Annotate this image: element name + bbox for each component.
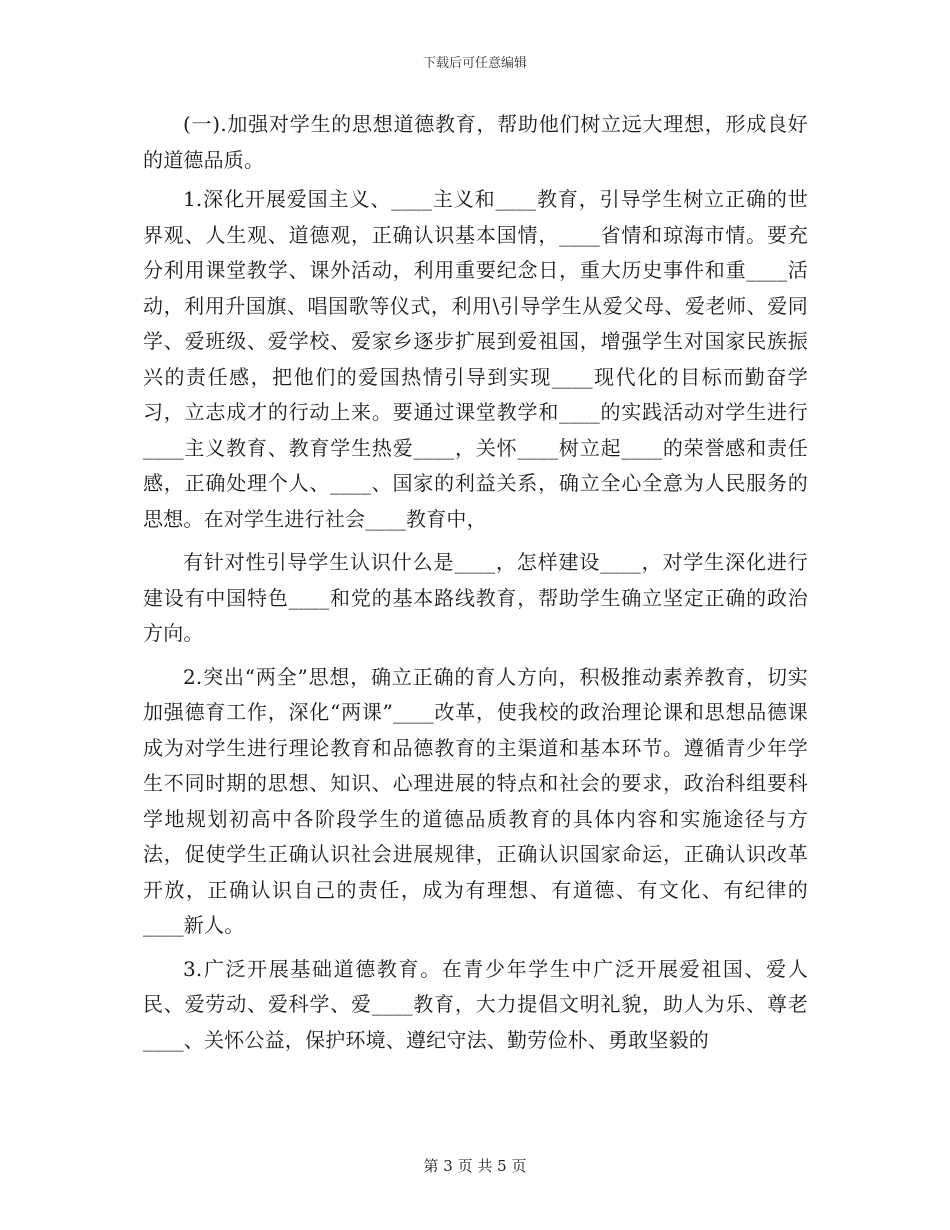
page-number-indicator: 第 3 页 共 5 页	[423, 1157, 527, 1175]
document-body	[143, 107, 808, 1058]
body-paragraph-4: 3.广泛开展基础道德教育。在青少年学生中广泛开展爱祖国、爱人民、爱劳动、爱科学、爱____教育，大力提倡文明礼貌，助人为乐、尊老____、关怀公益，保护环境、遵纪守法、勤劳俭朴、勇敢坚毅的	[143, 956, 808, 1052]
page-header-note: 下载后可任意编辑	[422, 56, 527, 71]
body-paragraph-3: 2.突出“两全”思想，确立正确的育人方向，积极推动素养教育，切实加强德育工作，深化“两课”____改革，使我校的政治理论课和思想品德课成为对学生进行理论教育和品德教育的主渠道和基本环节。遵循青少年学生不同时期的思想、知识、心理进展的特点和社会的要求，政治科组要科学地规划初高中各阶段学生的道德品质教育的具体内容和实施途径与方法，促使学生正确认识社会进展规律，正确认识国家命运，正确认识改革开放，正确认识自己的责任，成为有理想、有道德、有文化、有纪律的____新人。	[143, 664, 808, 937]
body-paragraph-1: 1.深化开展爱国主义、____主义和____教育，引导学生树立正确的世界观、人生观、道德观，正确认识基本国情，____省情和琼海市情。要充分利用课堂教学、课外活动，利用重要纪念日，重大历史事件和重____活动，利用升国旗、唱国歌等仪式，利用\引导学生从爱父母、爱老师、爱同学、爱班级、爱学校、爱家乡逐步扩展到爱祖国，增强学生对国家民族振兴的责任感，把他们的爱国热情引导到实现____现代化的目标而勤奋学习，立志成才的行动上来。要通过课堂教学和____的实践活动对学生进行____主义教育、教育学生热爱____，关怀____树立起____的荣誉感和责任感，正确处理个人、____、国家的利益关系，确立全心全意为人民服务的思想。在对学生进行社会____教育中，	[143, 187, 808, 531]
section-heading-paragraph: (一).加强对学生的思想道德教育，帮助他们树立远大理想，形成良好的道德品质。	[143, 112, 808, 172]
body-paragraph-2: 有针对性引导学生认识什么是____，怎样建设____，对学生深化进行建设有中国特色____和党的基本路线教育，帮助学生确立坚定正确的政治方向。	[143, 550, 808, 645]
